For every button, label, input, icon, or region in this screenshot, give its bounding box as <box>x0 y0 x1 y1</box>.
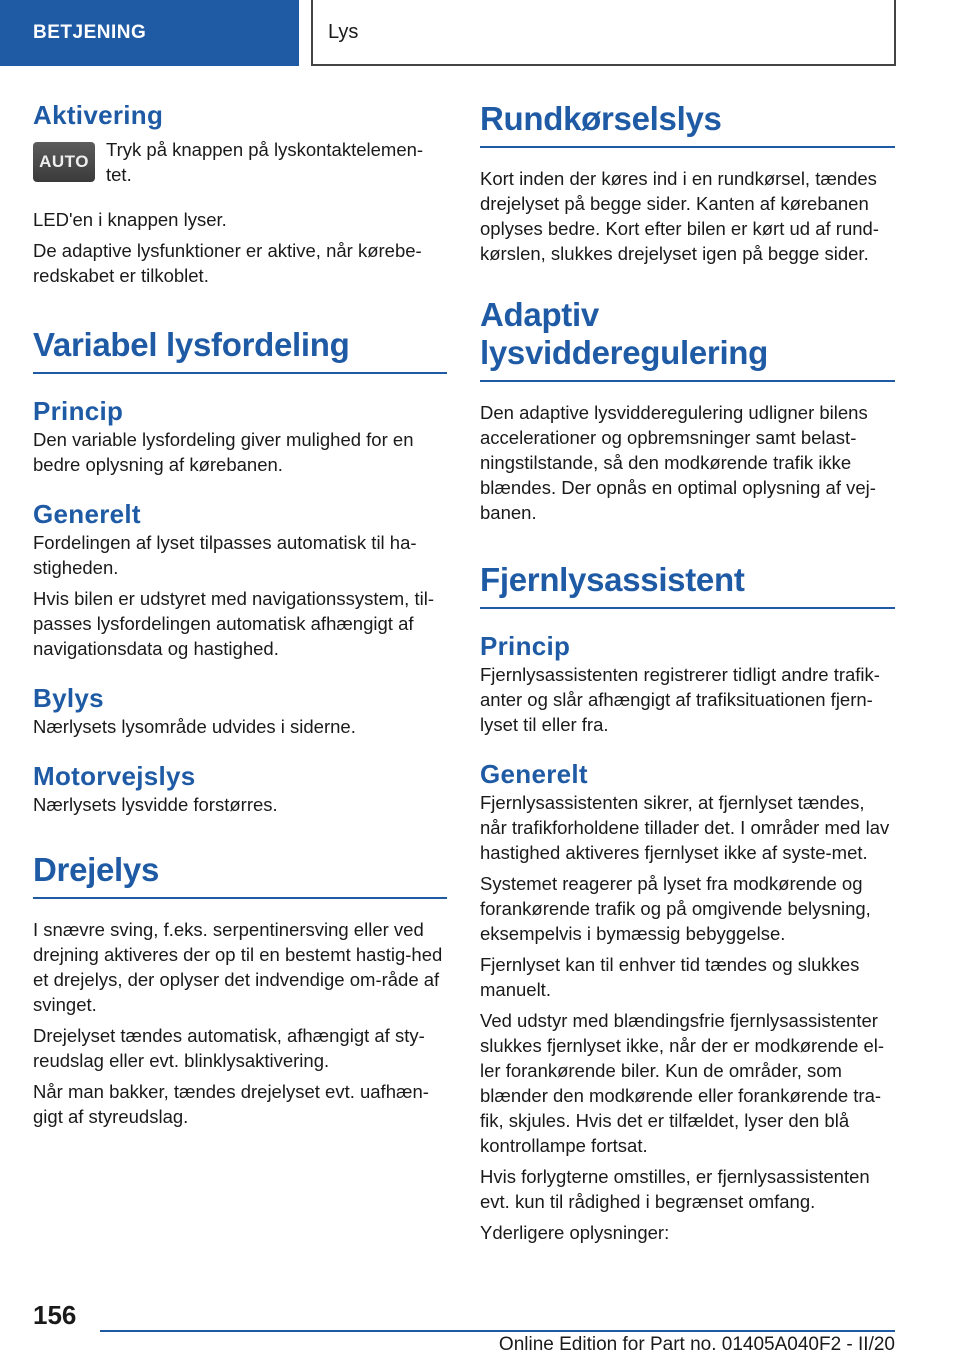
footer-divider <box>100 1330 895 1332</box>
motorvejslys-heading: Motorvejslys <box>33 761 196 791</box>
bylys-text: Nærlysets lysområde udvides i siderne. <box>33 716 356 737</box>
generelt-text-2: Hvis bilen er udstyret med navigationssystem, til-passes lysfordelingen automatisk afhængigt af navigationsdata og hastighed. <box>33 588 434 659</box>
generelt-text-1: Fordelingen af lyset tilpasses automatisk til ha-stigheden. <box>33 532 417 578</box>
led-text: LED'en i knappen lyser. <box>33 209 227 230</box>
aktivering-block <box>33 137 447 187</box>
variabel-lysfordeling-heading: Variabel lysfordeling <box>33 326 447 374</box>
left-column <box>33 100 447 1129</box>
fjernlys-generelt-text-3: Fjernlyset kan til enhver tid tændes og slukkes manuelt. <box>480 954 860 1000</box>
drejelys-text-3: Når man bakker, tændes drejelyset evt. uafhæn-gigt af styreudslag. <box>33 1081 429 1127</box>
fjernlysassistent-heading: Fjernlysassistent <box>480 561 895 609</box>
drejelys-text-2: Drejelyset tændes automatisk, afhængigt af sty-reudslag eller evt. blinklysaktivering. <box>33 1025 425 1071</box>
right-column <box>480 100 895 1245</box>
rundkorselslys-text: Kort inden der køres ind i en rundkørsel, tændes drejelyset på begge sider. Kanten af kørebanen oplyses bedre. Kort efter bilen er kørt ud af rund-kørslen, slukkes drejelyset igen på begge sider. <box>480 168 879 264</box>
generelt-heading: Generelt <box>33 499 141 529</box>
princip-heading: Princip <box>33 396 124 426</box>
aktivering-heading: Aktivering <box>33 100 164 130</box>
bylys-heading: Bylys <box>33 683 104 713</box>
fjernlys-princip-heading: Princip <box>480 631 571 661</box>
auto-button-icon: AUTO <box>33 142 95 182</box>
drejelys-heading: Drejelys <box>33 851 447 899</box>
fjernlys-generelt-text-2: Systemet reagerer på lyset fra modkørende og forankørende trafik og på omgivende belysning, eksempelvis i bymæssig bebyggelse. <box>480 873 871 944</box>
aktivering-text: Tryk på knappen på lyskontaktelemen-tet. <box>106 139 424 185</box>
motorvejslys-text: Nærlysets lysvidde forstørres. <box>33 794 278 815</box>
drejelys-text-1: I snævre sving, f.eks. serpentinersving eller ved drejning aktiveres der op til en bestemt hastig-hed et drejelys, der oplyser det indvendige om-råde af svinget. <box>33 919 443 1015</box>
rundkorselslys-heading: Rundkørselslys <box>480 100 895 148</box>
adaptive-text: De adaptive lysfunktioner er aktive, når kørebe-redskabet er tilkoblet. <box>33 240 422 286</box>
fjernlys-generelt-text-1: Fjernlysassistenten sikrer, at fjernlyset tændes, når trafikforholdene tillader det. I områder med lav hastighed aktiveres fjernlyset ikke af syste-met. <box>480 792 890 863</box>
fjernlys-generelt-text-5: Hvis forlygterne omstilles, er fjernlysassistenten evt. kun til rådighed i begrænset omfang. <box>480 1166 870 1212</box>
fjernlys-generelt-heading: Generelt <box>480 759 588 789</box>
header-chapter-label: Lys <box>311 0 896 66</box>
princip-text: Den variable lysfordeling giver mulighed for en bedre oplysning af kørebanen. <box>33 429 414 475</box>
fjernlys-generelt-text-6: Yderligere oplysninger: <box>480 1222 670 1243</box>
fjernlys-generelt-text-4: Ved udstyr med blændingsfrie fjernlysassistenter slukkes fjernlyset ikke, når der er modkørende el-ler forankørende biler. Kun de områder, som blænder den modkørende eller forankørende tra-fik, skjules. Hvis det er tilfældet, lyser den blå kontrollampe fortsat. <box>480 1010 885 1156</box>
page-number: 156 <box>33 1300 77 1330</box>
header-section-label: BETJENING <box>0 0 299 66</box>
footer-edition-text: Online Edition for Part no. 01405A040F2 - II/20 <box>498 1334 895 1355</box>
fjernlys-princip-text: Fjernlysassistenten registrerer tidligt andre trafik-anter og slår afhængigt af trafiksituationen fjern-lyset til eller fra. <box>480 664 880 735</box>
adaptiv-lysvidderegulering-text: Den adaptive lysvidderegulering udligner bilens accelerationer og opbremsninger samt belast-ningstilstande, så den modkørende trafik ikke blændes. Der opnås en optimal oplysning af vej-banen. <box>480 402 876 523</box>
adaptiv-lysvidderegulering-heading: Adaptiv lysvidderegulering <box>480 296 895 382</box>
